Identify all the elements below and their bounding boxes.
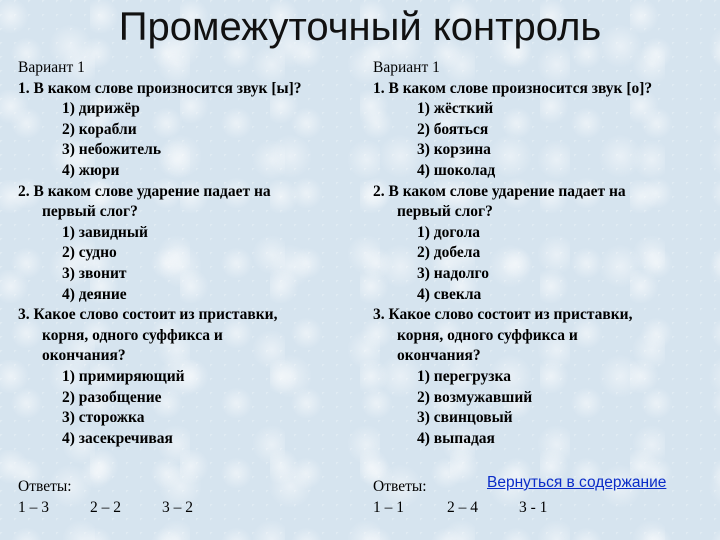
q2-option-2: 2) судно (62, 244, 117, 262)
question-2-continuation: первый слог? (42, 203, 138, 221)
variant-right-column (373, 58, 713, 449)
q3-option-4: 4) выпадая (417, 429, 495, 447)
q1-option-1: 1) дирижёр (62, 100, 140, 118)
answers-label: Ответы: (373, 478, 427, 495)
q2-option-4: 4) свекла (417, 285, 482, 303)
q3-option-2: 2) разобщение (62, 388, 162, 406)
q2-option-4: 4) деяние (62, 285, 127, 303)
variant-left-column (18, 58, 363, 449)
question-2-continuation: первый слог? (397, 203, 493, 221)
question-3-continuation-2: окончания? (42, 347, 126, 365)
question-2: 2. В каком слове ударение падает на (18, 182, 271, 200)
variant-heading: Вариант 1 (18, 59, 85, 76)
variant-heading: Вариант 1 (373, 59, 440, 76)
q3-option-1: 1) примиряющий (62, 367, 185, 385)
answer-3: 3 – 2 (162, 499, 193, 516)
question-3-continuation-1: корня, одного суффикса и (397, 326, 578, 344)
answer-2: 2 – 2 (90, 499, 121, 516)
q2-option-2: 2) добела (417, 244, 481, 262)
answers-left (18, 476, 193, 518)
answer-2: 2 – 4 (447, 499, 478, 516)
q1-option-2: 2) бояться (417, 120, 489, 138)
q1-option-1: 1) жёсткий (417, 100, 494, 118)
q1-option-4: 4) шоколад (417, 161, 496, 179)
q3-option-3: 3) сторожка (62, 409, 145, 427)
q2-option-3: 3) звонит (62, 264, 127, 282)
question-3: 3. Какое слово состоит из приставки, (18, 306, 278, 324)
answers-values (373, 497, 547, 518)
question-3-continuation-1: корня, одного суффикса и (42, 326, 223, 344)
q3-option-1: 1) перегрузка (417, 367, 511, 385)
answer-1: 1 – 1 (373, 499, 404, 516)
answers-label: Ответы: (18, 478, 72, 495)
answer-3: 3 - 1 (519, 499, 548, 516)
question-3-continuation-2: окончания? (397, 347, 481, 365)
page-title: Промежуточный контроль (118, 5, 602, 49)
q3-option-4: 4) засекречивая (62, 429, 173, 447)
question-1: 1. В каком слове произносится звук [о]? (373, 79, 653, 97)
question-3: 3. Какое слово состоит из приставки, (373, 306, 633, 324)
answer-1: 1 – 3 (18, 499, 49, 516)
answers-values (18, 497, 193, 518)
q1-option-3: 3) корзина (417, 141, 491, 159)
back-to-contents-link[interactable]: Вернуться в содержание (487, 474, 667, 491)
q1-option-3: 3) небожитель (62, 141, 162, 159)
q1-option-4: 4) жюри (62, 161, 120, 179)
q2-option-3: 3) надолго (417, 264, 489, 282)
q3-option-2: 2) возмужавший (417, 388, 533, 406)
q1-option-2: 2) корабли (62, 120, 137, 138)
q3-option-3: 3) свинцовый (417, 409, 513, 427)
q2-option-1: 1) завидный (62, 223, 148, 241)
q2-option-1: 1) догола (417, 223, 481, 241)
question-1: 1. В каком слове произносится звук [ы]? (18, 79, 302, 97)
question-2: 2. В каком слове ударение падает на (373, 182, 626, 200)
